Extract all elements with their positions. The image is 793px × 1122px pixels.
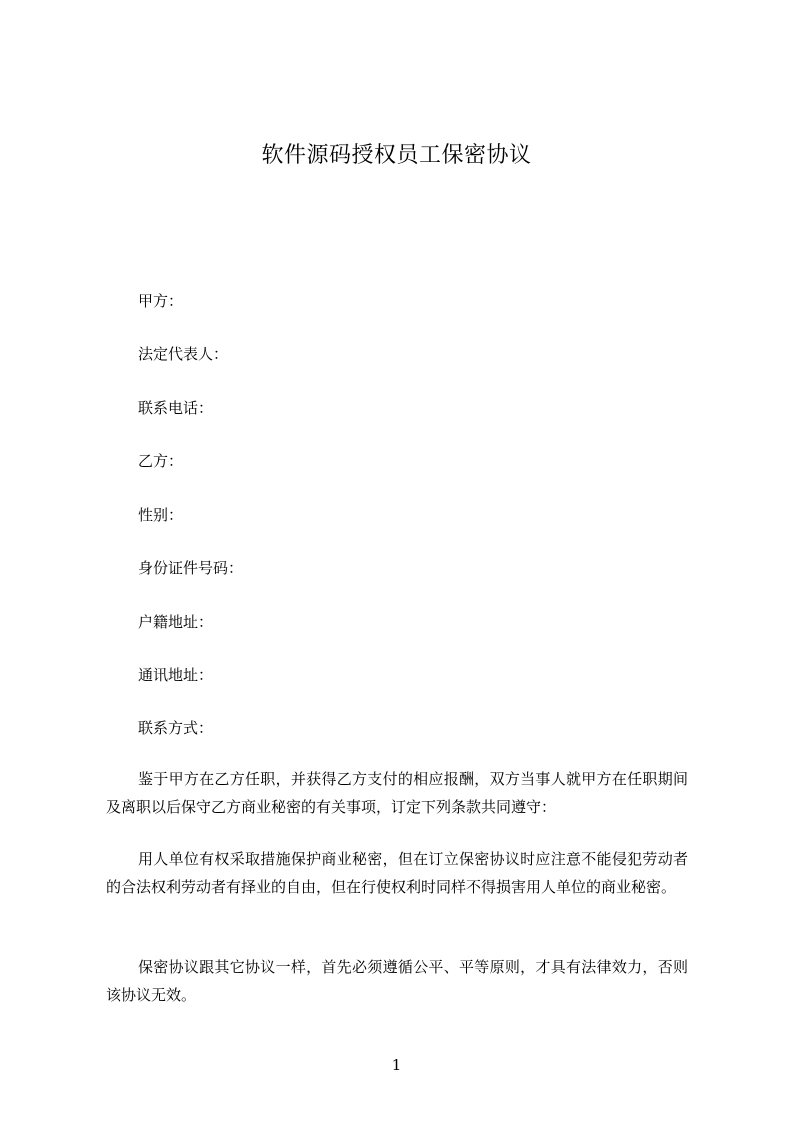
field-mailing-address: 通讯地址： xyxy=(138,666,214,684)
field-party-a: 甲方： xyxy=(138,292,184,310)
paragraph-preamble: 鉴于甲方在乙方任职，并获得乙方支付的相应报酬，双方当事人就甲方在任职期间及离职以后保守乙方商业秘密的有关事项，订定下列条款共同遵守： xyxy=(106,770,688,816)
field-contact-method: 联系方式： xyxy=(138,719,214,737)
field-household-address: 户籍地址： xyxy=(138,613,214,631)
paragraph-fairness-principle: 保密协议跟其它协议一样，首先必须遵循公平、平等原则，才具有法律效力，否则该协议无效。 xyxy=(106,958,688,1004)
field-party-b: 乙方： xyxy=(138,452,184,470)
field-contact-phone: 联系电话： xyxy=(138,399,214,417)
field-legal-representative: 法定代表人： xyxy=(138,345,229,363)
page-number: 1 xyxy=(391,1056,402,1074)
field-gender: 性别： xyxy=(138,506,184,524)
paragraph-employer-rights: 用人单位有权采取措施保护商业秘密，但在订立保密协议时应注意不能侵犯劳动者的合法权利劳动者有择业的自由，但在行使权利时同样不得损害用人单位的商业秘密。 xyxy=(106,850,688,896)
document-title: 软件源码授权员工保密协议 xyxy=(261,143,532,168)
field-id-number: 身份证件号码： xyxy=(138,559,244,577)
